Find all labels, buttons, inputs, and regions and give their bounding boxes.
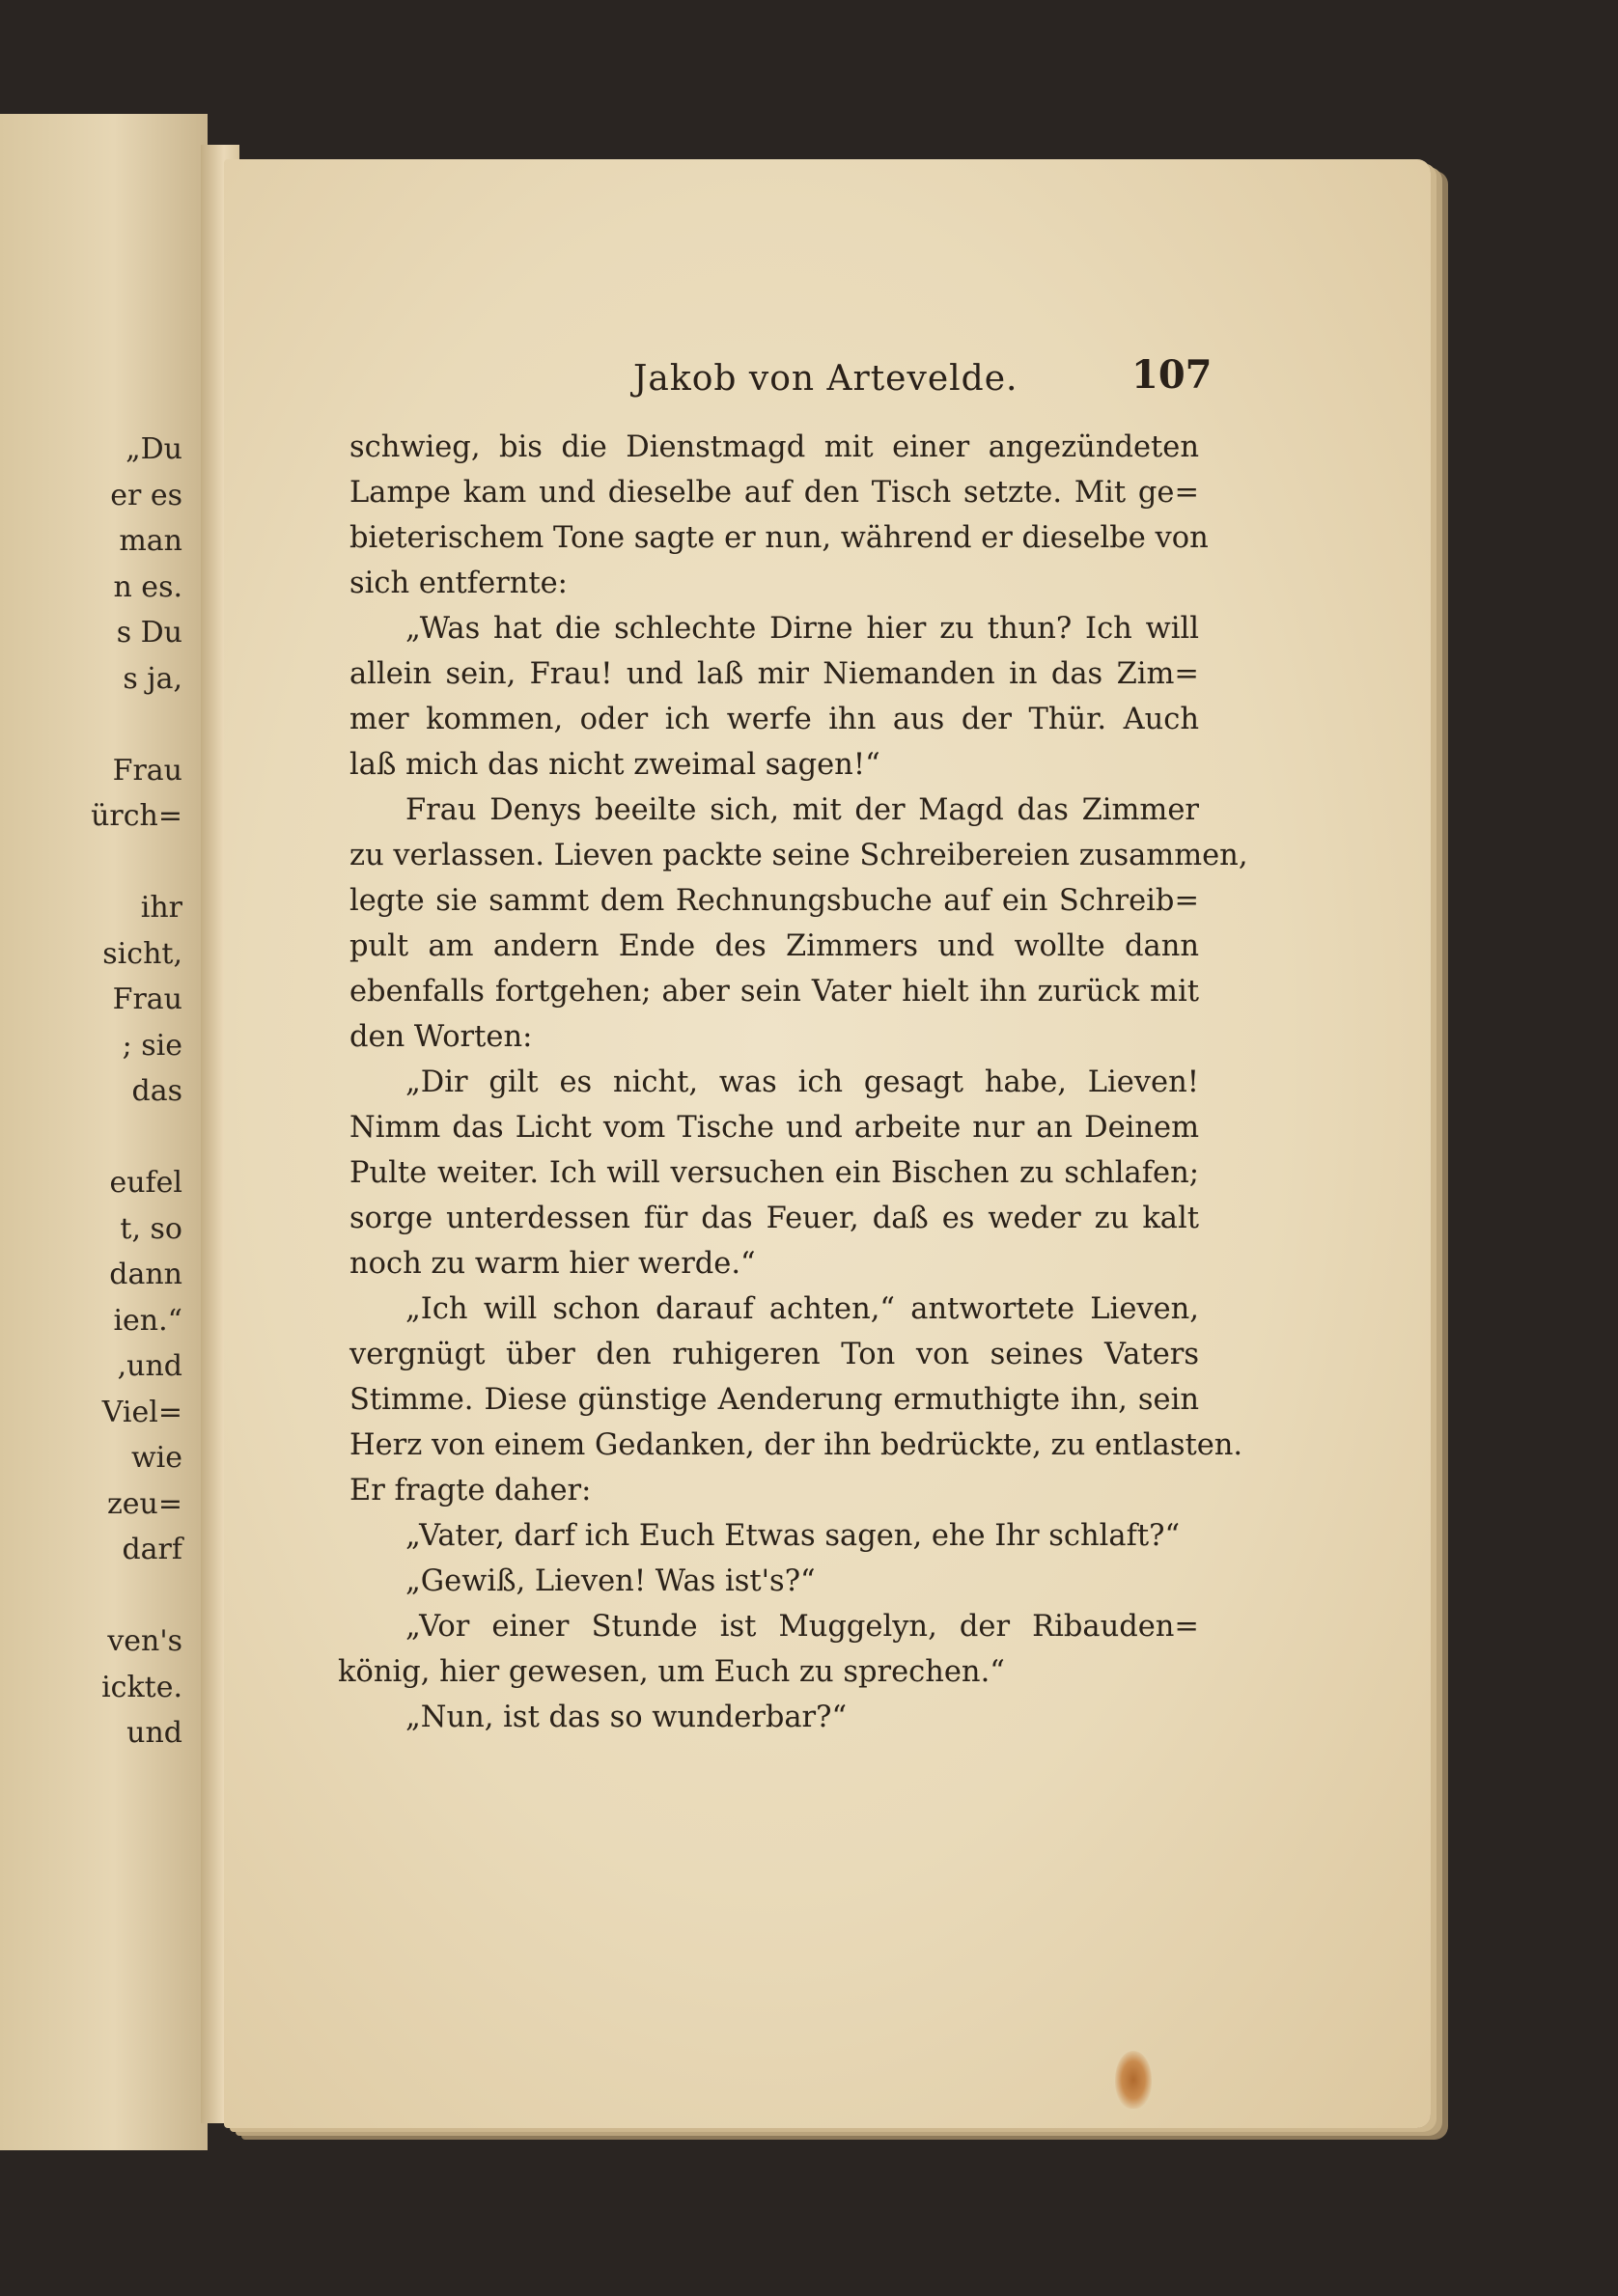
text-line: noch zu warm hier werde.“ [349, 1247, 756, 1281]
text-line: legte sie sammt dem Rechnungsbuche auf ein Schreib= [349, 884, 1199, 918]
left-page-fragment: Viel= [101, 1395, 182, 1429]
left-page-fragment: s ja, [123, 661, 182, 696]
left-page-fragment: ickte. [101, 1670, 182, 1704]
left-page-fragment: man [119, 524, 182, 558]
page-number: 107 [1131, 352, 1213, 398]
text-line: Pulte weiter. Ich will versuchen ein Bischen zu schlafen; [349, 1156, 1199, 1190]
body-text [338, 425, 1248, 1740]
text-line: Frau Denys beeilte sich, mit der Magd das Zimmer [405, 793, 1199, 827]
left-page-fragment: zeu= [106, 1486, 182, 1521]
left-page-fragment: eufel [109, 1166, 182, 1200]
text-line: sich entfernte: [349, 567, 568, 600]
left-page-fragment: „Du [126, 432, 182, 466]
text-line: Herz von einem Gedanken, der ihn bedrückte, zu entlasten. [349, 1428, 1243, 1462]
text-line: könig, hier gewesen, um Euch zu sprechen.“ [338, 1655, 1005, 1689]
text-line: schwieg, bis die Dienstmagd mit einer angezündeten [349, 430, 1199, 464]
left-page-fragment: n es. [113, 569, 182, 604]
left-page-fragment: darf [122, 1533, 182, 1566]
text-line: ebenfalls fortgehen; aber sein Vater hielt ihn zurück mit [349, 975, 1199, 1009]
text-line: „Nun, ist das so wunderbar?“ [405, 1701, 848, 1734]
text-line: laß mich das nicht zweimal sagen!“ [349, 748, 880, 782]
text-line: sorge unterdessen für das Feuer, daß es weder zu kalt [349, 1202, 1199, 1235]
text-line: „Was hat die schlechte Dirne hier zu thun? Ich will [405, 612, 1199, 646]
left-page-fragment: wie [130, 1441, 182, 1475]
left-page-fragment: ien.“ [113, 1303, 182, 1338]
text-line: bieterischem Tone sagte er nun, während er dieselbe von [349, 521, 1209, 555]
text-line: „Gewiß, Lieven! Was ist's?“ [405, 1564, 816, 1598]
text-line: „Dir gilt es nicht, was ich gesagt habe, Lieven! [405, 1065, 1199, 1099]
left-page-fragment: und [126, 1716, 182, 1750]
left-page [0, 114, 208, 2150]
text-line: vergnügt über den ruhigeren Ton von seines Vaters [349, 1338, 1199, 1371]
left-page-fragment: das [131, 1074, 182, 1108]
left-page-fragment: ,und [117, 1349, 182, 1383]
left-page-fragment: ihr [140, 891, 182, 925]
text-line: allein sein, Frau! und laß mir Niemanden in das Zim= [349, 657, 1199, 691]
text-line: „Vater, darf ich Euch Etwas sagen, ehe Ihr schlaft?“ [405, 1519, 1181, 1553]
left-page-fragment: dann [109, 1258, 182, 1291]
text-line: den Worten: [349, 1020, 533, 1054]
text-line: Nimm das Licht vom Tische und arbeite nur an Deinem [349, 1111, 1199, 1145]
running-head: Jakob von Artevelde. [633, 359, 1018, 399]
text-line: Lampe kam und dieselbe auf den Tisch setzte. Mit ge= [349, 476, 1199, 510]
left-page-fragment: Frau [112, 753, 182, 788]
left-page-fragment: ven's [107, 1624, 182, 1658]
left-page-fragment: er es [110, 478, 182, 512]
left-page-fragment: sicht, [102, 936, 182, 971]
text-line: zu verlassen. Lieven packte seine Schreibereien zusammen, [349, 839, 1248, 872]
text-line: pult am andern Ende des Zimmers und wollte dann [349, 929, 1199, 963]
text-line: Er fragte daher: [349, 1474, 592, 1508]
text-line: Stimme. Diese günstige Aenderung ermuthigte ihn, sein [349, 1383, 1199, 1417]
text-line: mer kommen, oder ich werfe ihn aus der Thür. Auch [349, 703, 1199, 736]
left-page-fragment: Frau [112, 982, 182, 1016]
paper-stain [1115, 2051, 1152, 2109]
text-line: „Vor einer Stunde ist Muggelyn, der Ribauden= [405, 1610, 1199, 1644]
left-page-fragment: s Du [116, 616, 182, 650]
left-page-fragment: ; sie [122, 1028, 182, 1063]
left-page-fragment: ürch= [91, 799, 182, 833]
text-line: „Ich will schon darauf achten,“ antwortete Lieven, [405, 1292, 1199, 1326]
left-page-fragment: t, so [120, 1211, 182, 1246]
